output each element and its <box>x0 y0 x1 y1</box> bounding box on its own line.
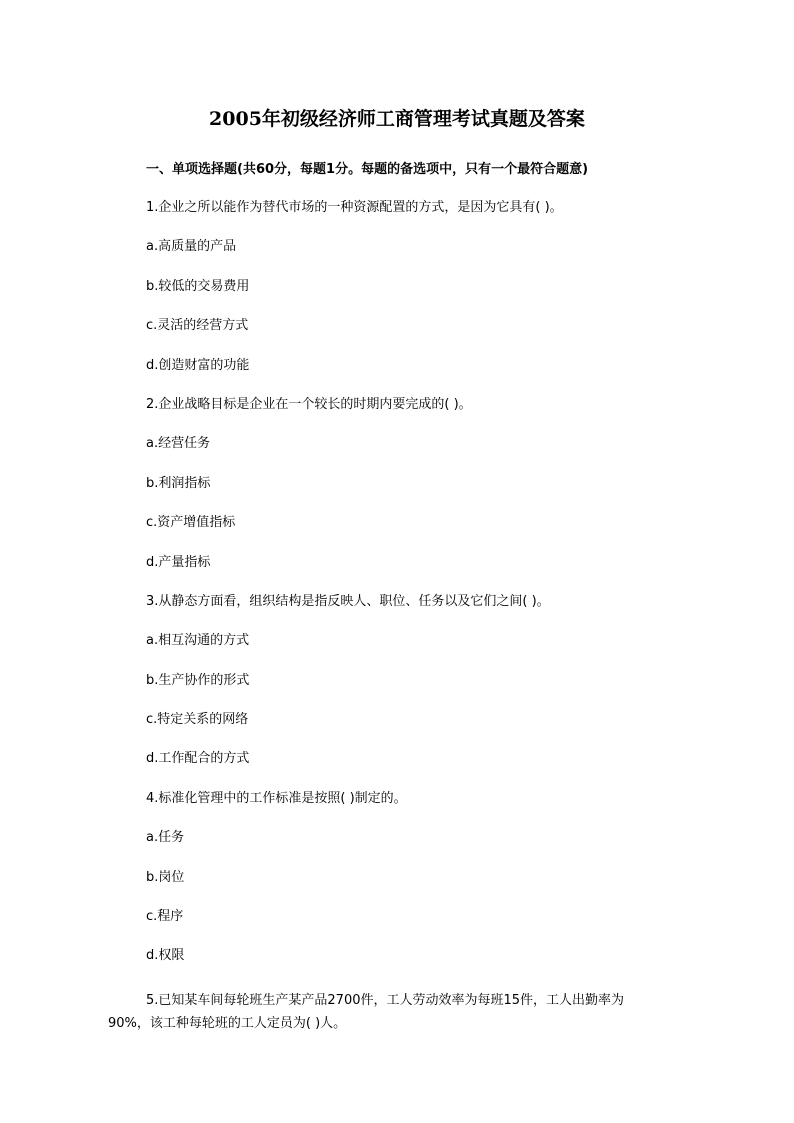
question-3: 3.从静态方面看，组织结构是指反映人、职位、任务以及它们之间( )。 <box>146 593 550 609</box>
question-2: 2.企业战略目标是企业在一个较长的时期内要完成的( )。 <box>146 396 472 412</box>
q3-option-c: c.特定关系的网络 <box>146 712 249 728</box>
document-title: 2005年初级经济师工商管理考试真题及答案 <box>209 108 585 130</box>
question-5-line-2: 90%，该工种每轮班的工人定员为( )人。 <box>108 1016 347 1031</box>
question-1: 1.企业之所以能作为替代市场的一种资源配置的方式，是因为它具有( )。 <box>146 200 563 215</box>
question-4: 4.标准化管理中的工作标准是按照( )制定的。 <box>146 790 407 806</box>
q3-option-d: d.工作配合的方式 <box>146 751 250 767</box>
q3-option-a: a.相互沟通的方式 <box>146 633 250 649</box>
q4-option-c: c.程序 <box>146 909 184 925</box>
q2-option-a: a.经营任务 <box>146 436 211 452</box>
q4-option-a: a.任务 <box>146 830 185 846</box>
q1-option-c: c.灵活的经营方式 <box>146 318 249 334</box>
q1-option-a: a.高质量的产品 <box>146 239 237 255</box>
q1-option-b: b.较低的交易费用 <box>146 278 250 294</box>
q2-option-b: b.利润指标 <box>146 475 211 491</box>
q3-option-b: b.生产协作的形式 <box>146 672 250 688</box>
q2-option-c: c.资产增值指标 <box>146 515 236 531</box>
q4-option-d: d.权限 <box>146 948 185 964</box>
section-heading: 一、单项选择题(共60分，每题1分。每题的备选项中，只有一个最符合题意) <box>146 162 589 177</box>
question-list <box>146 199 686 987</box>
question-5 <box>108 989 680 1035</box>
question-5-line-1: 5.已知某车间每轮班生产某产品2700件，工人劳动效率为每班15件，工人出勤率为 <box>146 993 625 1008</box>
q2-option-d: d.产量指标 <box>146 554 211 570</box>
q4-option-b: b.岗位 <box>146 869 185 885</box>
q1-option-d: d.创造财富的功能 <box>146 357 250 373</box>
